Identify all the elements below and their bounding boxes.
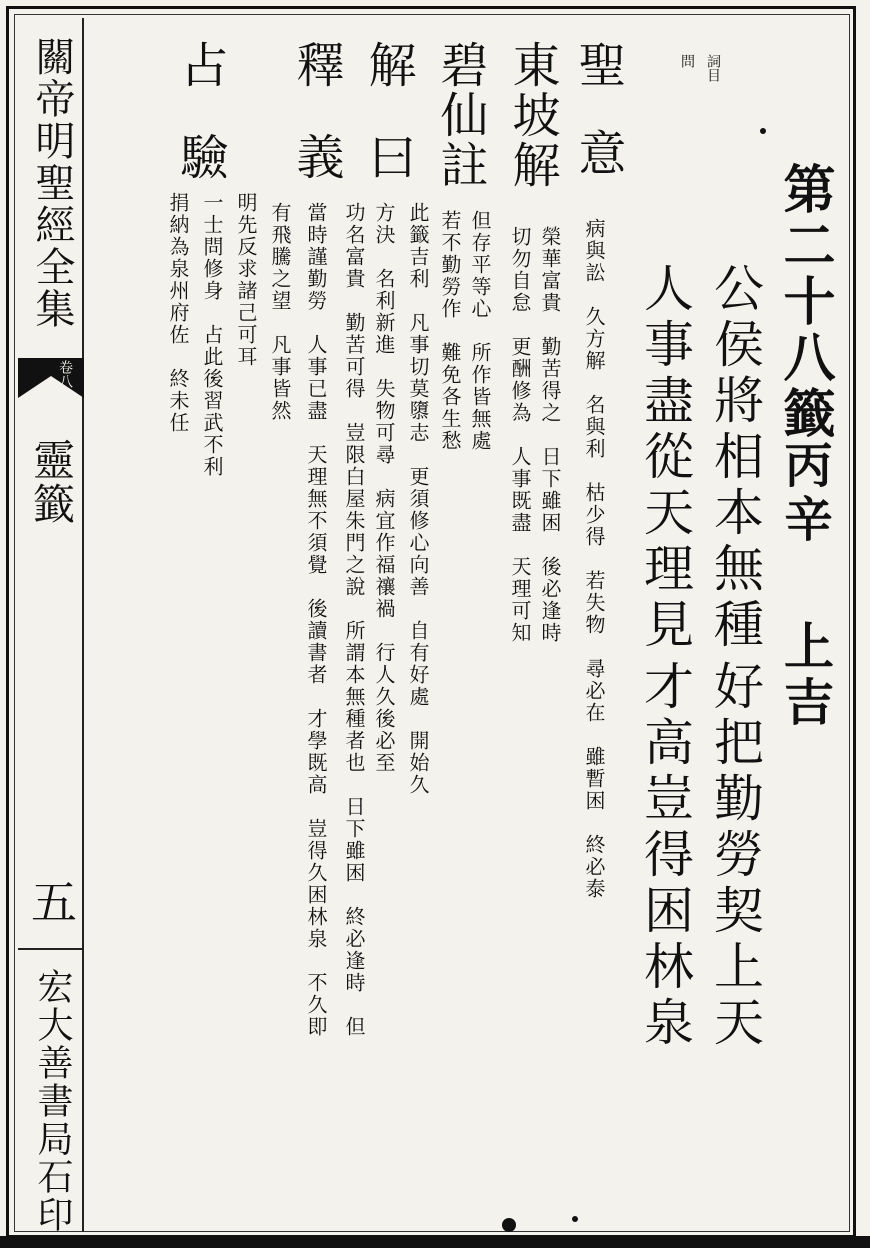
section-label-shiyi: 釋義 — [288, 40, 344, 224]
section-text-shiyi-2: 當時謹勤勞 人事已盡 天理無不須覺 後讀書者 才學既高 豈得久困林泉 不久即 — [304, 202, 328, 1038]
small-note-1: 詞目 — [705, 54, 721, 82]
ink-blot — [502, 1218, 516, 1232]
verse-line-3: 人事盡從天理見 — [636, 262, 694, 654]
section-text-bixian-2: 若不勤勞作 難免各生愁 — [438, 210, 462, 452]
section-text-shiyi-1: 功名富貴 勤苦可得 豈限白屋朱門之說 所謂本無種者也 日下雖困 終必逢時 但 — [342, 202, 366, 1038]
section-text-dongpo-1: 榮華富貴 勤苦得之 日下雖困 後必逢時 — [538, 226, 562, 644]
section-text-shengyi: 病與訟 久方解 名與利 枯少得 若失物 尋必在 雖暫困 終必泰 — [582, 218, 606, 900]
page-number: 五 — [24, 878, 78, 924]
book-title: 關帝明聖經全集 — [29, 36, 75, 330]
section-text-shiyi-3: 有飛騰之望 凡事皆然 — [268, 202, 292, 422]
section-title: 靈籤 — [27, 438, 76, 526]
oracle-ganzhi: 丙辛 — [776, 440, 832, 548]
fish-tail-mark — [18, 358, 84, 398]
section-text-dongpo-2: 切勿自怠 更酬修為 人事既盡 天理可知 — [508, 226, 532, 644]
small-note-2: 問 — [679, 54, 695, 68]
oracle-title: 第二十八籤 — [774, 162, 835, 442]
section-text-jieyue-2: 方決 名利新進 失物可尋 病宜作福禳禍 行人久後必至 — [372, 202, 396, 774]
section-label-zhanyan: 占驗 — [172, 40, 228, 224]
section-text-zhanyan-3: 捐納為泉州府佐 終未任 — [166, 192, 190, 434]
section-label-bixian: 碧仙註 — [432, 40, 488, 190]
oracle-grade: 上吉 — [776, 620, 835, 732]
section-text-zhanyan-2: 一士問修身 占此後習武不利 — [200, 192, 224, 478]
publisher: 宏大善書局石印 — [32, 968, 73, 1234]
section-label-shengyi: 聖意 — [570, 40, 626, 216]
ink-speck — [572, 1216, 578, 1222]
verse-line-1: 公侯將相本無種 — [706, 262, 764, 654]
spine-divider — [18, 948, 84, 950]
ink-dot — [760, 128, 766, 134]
verse-line-2: 好把勤勞契上天 — [706, 660, 764, 1052]
section-text-jieyue-1: 此籤吉利 凡事切莫隳志 更須修心向善 自有好處 開始久 — [406, 202, 430, 796]
fish-tail-icon — [18, 358, 84, 398]
section-label-jieyue: 解曰 — [360, 40, 416, 224]
spine-column — [18, 18, 84, 1232]
section-label-dongpo: 東坡解 — [504, 40, 560, 190]
verse-line-4: 才高豈得困林泉 — [636, 660, 694, 1052]
bottom-edge — [0, 1236, 870, 1248]
volume-mark: 卷八 — [57, 360, 73, 388]
section-text-bixian-1: 但存平等心 所作皆無處 — [468, 210, 492, 452]
section-text-zhanyan-1: 明先反求諸己可耳 — [234, 192, 258, 368]
